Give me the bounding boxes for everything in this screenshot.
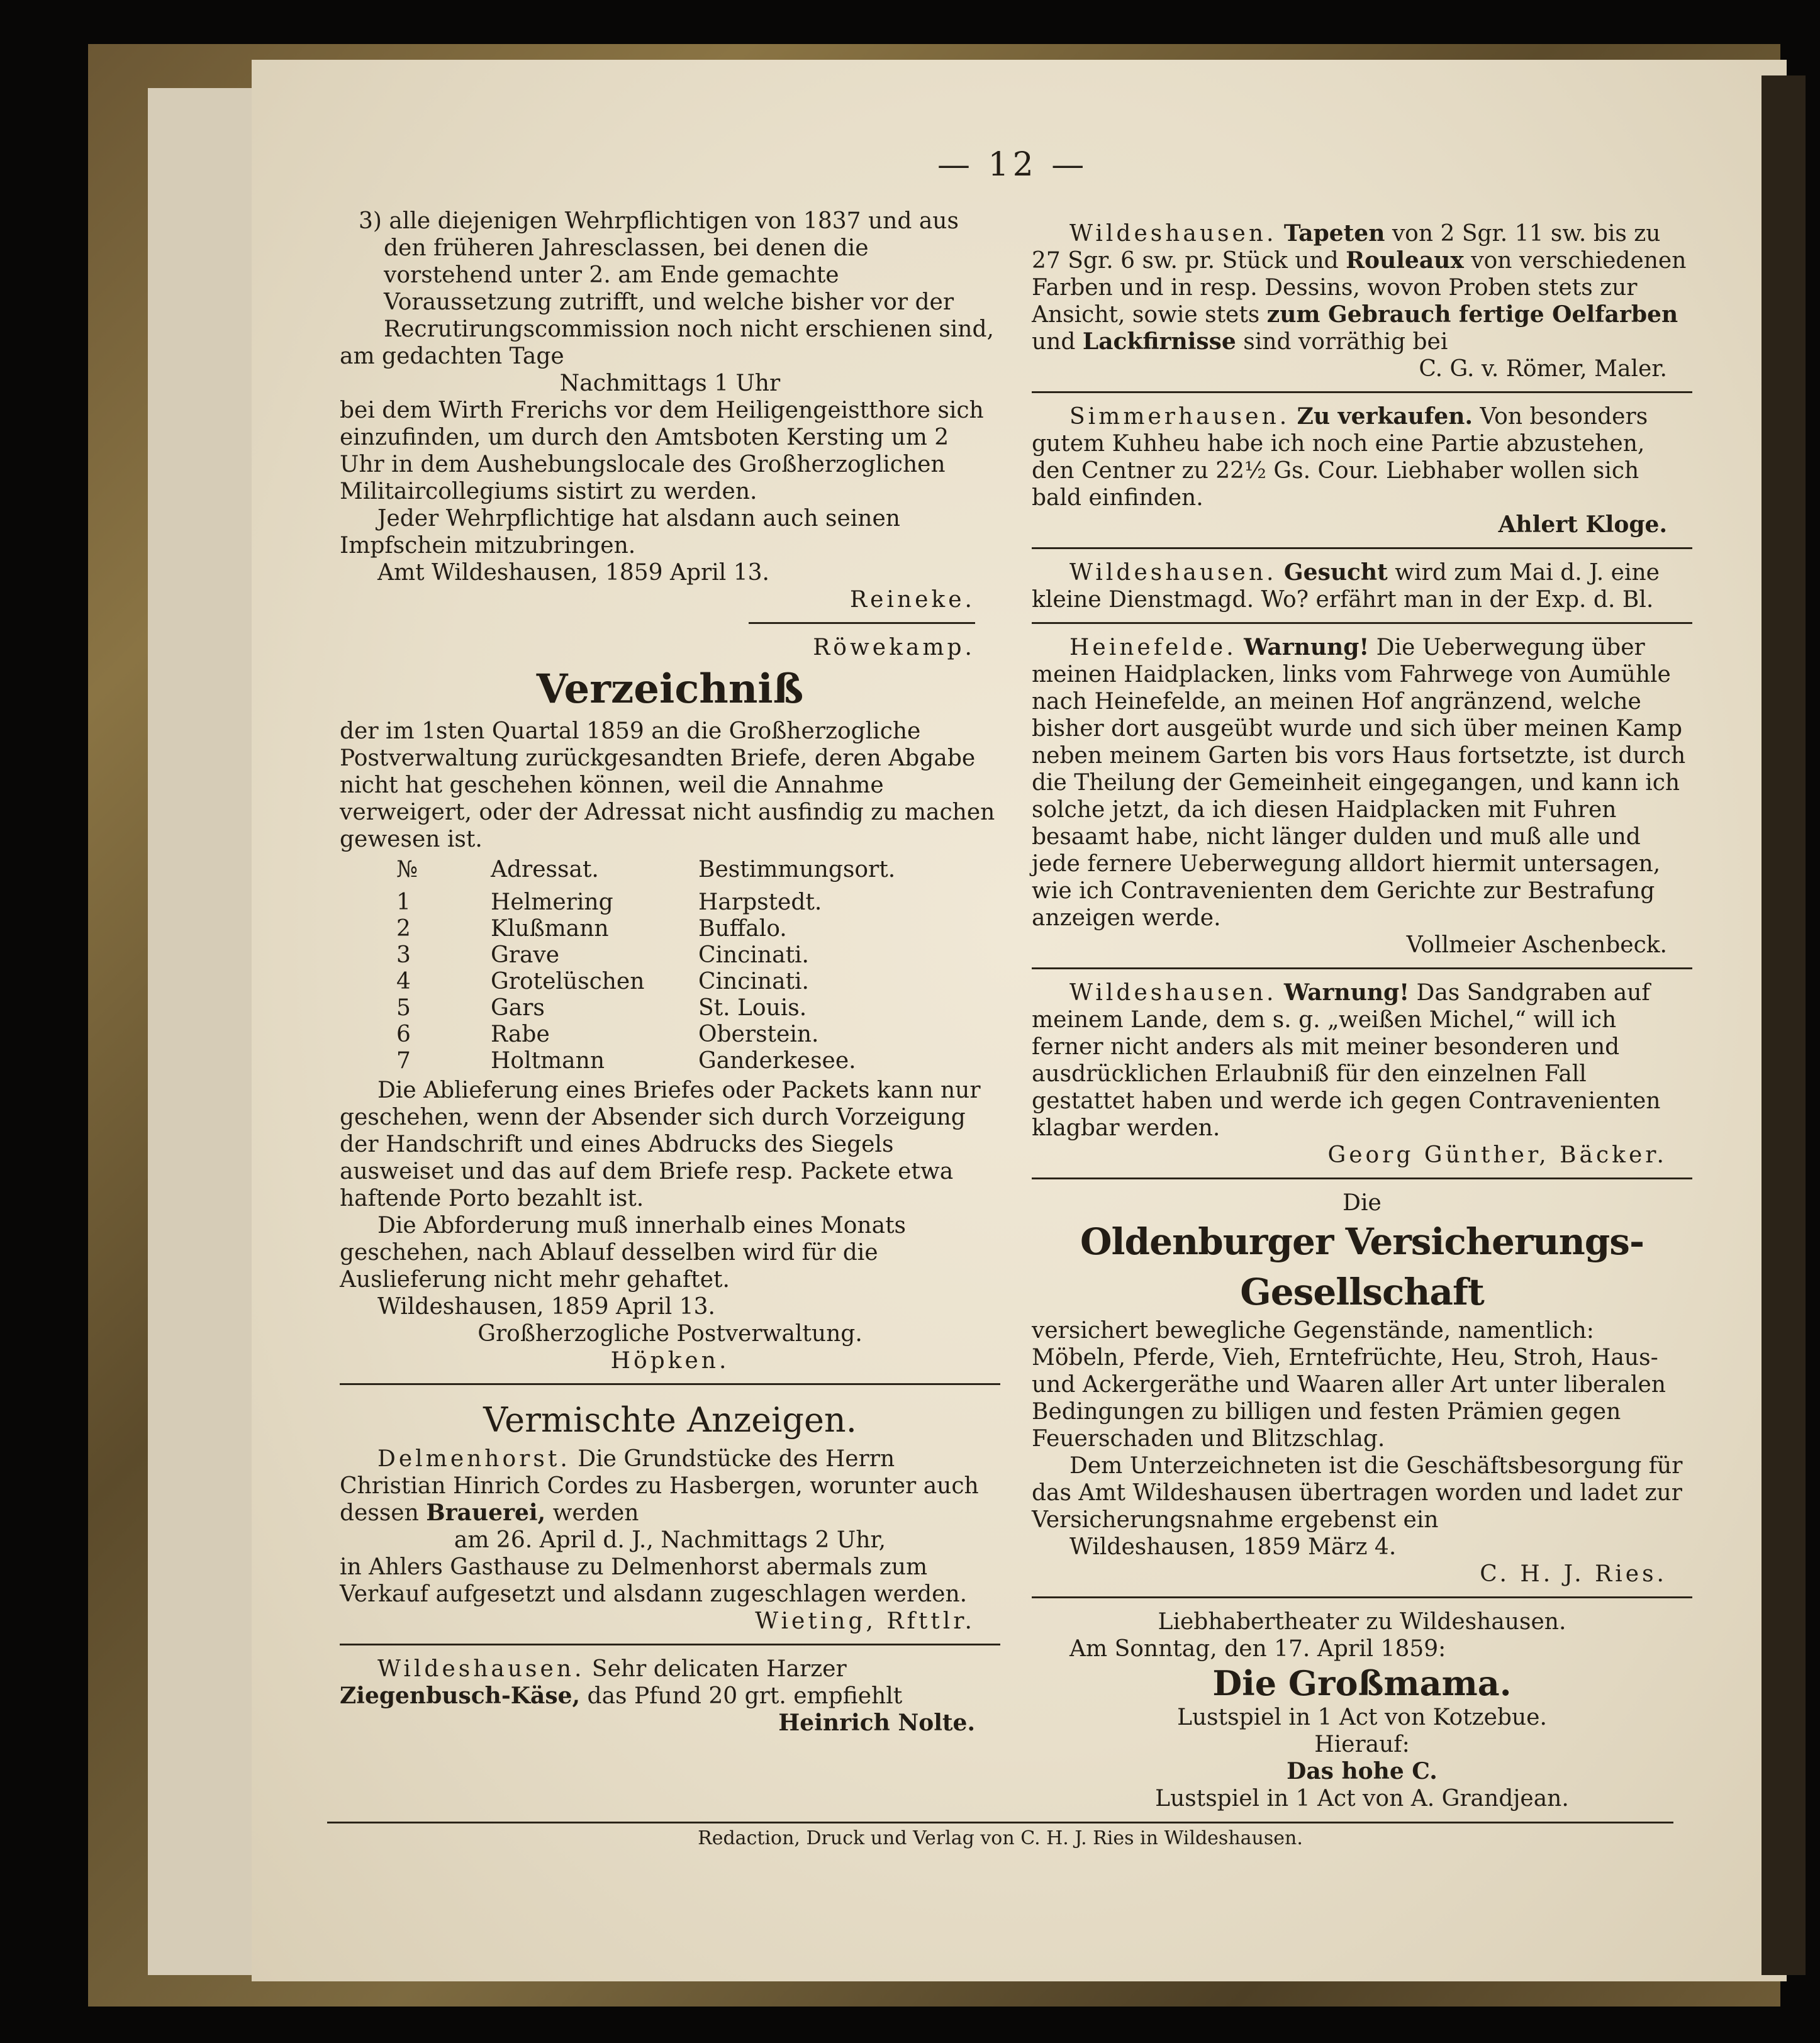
tap-text: sind vorräthig bei	[1243, 329, 1448, 355]
delmenhorst-ad	[340, 1445, 1000, 1527]
tap-text: und	[1032, 329, 1076, 355]
play-title-2: Das hohe C.	[1287, 1758, 1438, 1784]
wild-bold: Ziegenbusch-Käse,	[340, 1683, 581, 1709]
row-name: Grave	[491, 942, 560, 968]
tapeten-ad	[1032, 220, 1692, 355]
row-no: 5	[396, 995, 411, 1021]
hei-place: Heinefelde.	[1069, 635, 1237, 660]
table-row	[396, 1048, 895, 1074]
play-sub-1: Lustspiel in 1 Act von Kotzebue.	[1177, 1705, 1547, 1730]
firm-title: Oldenburger Versicherungs-Gesellschaft	[1080, 1220, 1644, 1313]
col-header-ort: Bestimmungsort.	[698, 857, 896, 882]
row-place: Oberstein.	[698, 1022, 819, 1047]
ad-rule	[1032, 547, 1692, 549]
verzeichniss-intro: der im 1sten Quartal 1859 an die Großherzogliche Postverwaltung zurückgesandten Briefe, deren Abgabe nicht hat geschehen können, weil die Annahme verweigert, oder der Adressat nicht ausfindig zu machen gewesen ist.	[340, 718, 995, 852]
row-place: Cincinati.	[698, 942, 809, 968]
row-name: Rabe	[491, 1022, 550, 1047]
row-no: 1	[396, 889, 411, 915]
vermischte-title: Vermischte Anzeigen.	[483, 1400, 857, 1440]
row-no: 4	[396, 969, 411, 994]
ad-rule	[1032, 622, 1692, 624]
amt-date: Amt Wildeshausen, 1859 April 13.	[377, 560, 769, 586]
col-header-adressat: Adressat.	[491, 857, 599, 882]
left-column	[340, 208, 1000, 1737]
signature-rule	[749, 622, 975, 624]
war-sign: Georg Günther, Bäcker.	[1327, 1142, 1667, 1168]
row-no: 2	[396, 916, 411, 942]
table-row	[396, 889, 895, 916]
table-header	[396, 857, 895, 889]
war-bold: Warnung!	[1283, 979, 1410, 1006]
hei-text: Die Ueberwegung über meinen Haidplacken, links vom Fahrwege von Aumühle nach Heinefelde, an meinen Hof angränzend, welche bisher dort ausgeübt wurde und sich über meinen Kamp neben meinem Garten bis vors Haus fortsetzte, ist durch die Theilung der Gemeinheit eingegangen, und kann ich solche jetzt, da ich diesen Haidplacken mit Fuhren besaamt habe, nicht länger dulden und muß alle und jede fernere Ueberwegung alldort hiermit untersagen, wie ich Contravenienten dem Gerichte zur Bestrafung anzeigen werde.	[1032, 635, 1686, 931]
delm-sign: Wieting, Rfttlr.	[755, 1608, 975, 1634]
post-signature: Großherzogliche Postverwaltung.	[477, 1321, 863, 1347]
row-place: Ganderkesee.	[698, 1048, 856, 1074]
signature-roewekamp: Röwekamp.	[813, 635, 975, 660]
delm-place: Delmenhorst.	[377, 1446, 571, 1472]
section-rule	[340, 1383, 1000, 1385]
row-no: 7	[396, 1048, 411, 1074]
page-number: — 12 —	[937, 146, 1088, 184]
col-header-no: №	[396, 857, 418, 882]
wild-sign: Heinrich Nolte.	[778, 1710, 975, 1736]
play-title-1: Die Großmama.	[1212, 1663, 1512, 1703]
delm-date: am 26. April d. J., Nachmittags 2 Uhr,	[454, 1527, 886, 1553]
tap-sign: C. G. v. Römer, Maler.	[1419, 356, 1667, 382]
wild-place: Wildeshausen.	[377, 1656, 585, 1682]
row-name: Klußmann	[491, 916, 609, 942]
row-name: Gars	[491, 995, 545, 1021]
die-line: Die	[1343, 1190, 1382, 1216]
warnung-ad	[1032, 979, 1692, 1142]
table-row	[396, 969, 895, 995]
post-name: Höpken.	[610, 1348, 730, 1374]
delm-text3: in Ahlers Gasthause zu Delmenhorst abermals zum Verkauf aufgesetzt und alsdann zugeschlagen werden.	[340, 1554, 968, 1607]
delm-text2: werden	[552, 1500, 639, 1526]
impf-text: Jeder Wehrpflichtige hat alsdann auch seinen Impfschein mitzubringen.	[340, 506, 900, 559]
war-place: Wildeshausen.	[1069, 980, 1277, 1006]
ad-rule	[1032, 391, 1692, 393]
ad-rule	[1032, 967, 1692, 969]
right-column	[1032, 220, 1692, 1812]
sim-sign: Ahlert Kloge.	[1498, 511, 1667, 538]
ablieferung-text: Die Ablieferung eines Briefes oder Packets kann nur geschehen, wenn der Absender sich durch Vorzeigung der Handschrift und eines Abdrucks des Siegels ausweiset und das auf dem Briefe resp. Packete etwa haftende Porto bezahlt ist.	[340, 1077, 981, 1211]
heinefelde-ad	[1032, 634, 1692, 932]
delm-text: Die Grundstücke des Herrn Christian Hinrich Cordes zu Hasbergen, worunter auch dessen	[340, 1446, 979, 1526]
war-text: Das Sandgraben auf meinem Lande, dem s. g. „weißen Michel,“ will ich ferner nicht anders als mit meiner besonderen und ausdrücklichen Erlaubniß für den einzelnen Fall gestattet haben und werde ich gegen Contravenienten klagbar werden.	[1032, 980, 1661, 1141]
post-date: Wildeshausen, 1859 April 13.	[377, 1294, 715, 1320]
imprint-footer: Redaction, Druck und Verlag von C. H. J. Ries in Wildeshausen.	[327, 1822, 1673, 1849]
tap-place: Wildeshausen.	[1069, 221, 1277, 247]
paragraph-3: 3) alle diejenigen Wehrpflichtigen von 1837 und aus den früheren Jahresclassen, bei denen die vorstehend unter 2. am Ende gemachte Voraussetzung zutrifft, und welche bisher vor der Recrutirungscommission noch nicht erschienen sind,	[359, 208, 994, 342]
row-place: Harpstedt.	[698, 889, 822, 915]
simmerhausen-ad	[1032, 403, 1692, 511]
play-sub-2: Lustspiel in 1 Act von A. Grandjean.	[1155, 1786, 1569, 1812]
theater-title: Liebhabertheater zu Wildeshausen.	[1158, 1609, 1566, 1635]
sim-place: Simmerhausen.	[1069, 404, 1290, 430]
table-row	[396, 1022, 895, 1048]
row-place: Cincinati.	[698, 969, 809, 994]
verzeichniss-title: Verzeichniß	[536, 665, 804, 713]
binding-spine	[1761, 75, 1806, 1975]
abforderung-text: Die Abforderung muß innerhalb eines Monats geschehen, nach Ablauf desselben wird für die Auslieferung nicht mehr gehaftet.	[340, 1213, 907, 1293]
ges-bold: Gesucht	[1283, 559, 1388, 586]
am-tage: am gedachten Tage	[340, 343, 564, 369]
tap-bold: Tapeten	[1283, 220, 1385, 247]
ges-text: wird zum Mai d. J. eine kleine Dienstmagd. Wo? erfährt man in der Exp. d. Bl.	[1032, 560, 1660, 613]
row-name: Helmering	[491, 889, 613, 915]
signature-reineke: Reineke.	[850, 587, 975, 613]
delm-bold: Brauerei,	[426, 1500, 546, 1526]
kaese-ad	[340, 1656, 1000, 1710]
wild-text2: das Pfund 20 grt. empfiehlt	[587, 1683, 903, 1709]
theater-date: Am Sonntag, den 17. April 1859:	[1069, 1636, 1446, 1662]
row-place: Buffalo.	[698, 916, 787, 942]
tap-bold: Rouleaux	[1346, 247, 1464, 274]
ad-rule	[1032, 1596, 1692, 1598]
hei-bold: Warnung!	[1244, 634, 1370, 660]
versicherung-text2: Dem Unterzeichneten ist die Geschäftsbesorgung für das Amt Wildeshausen übertragen worden und ladet zur Versicherungsnahme ergebenst ein	[1032, 1453, 1683, 1533]
row-name: Grotelüschen	[491, 969, 645, 994]
hierauf: Hierauf:	[1314, 1732, 1410, 1757]
time-line: Nachmittags 1 Uhr	[559, 370, 781, 396]
hei-sign: Vollmeier Aschenbeck.	[1406, 932, 1667, 958]
table-row	[396, 942, 895, 969]
row-no: 3	[396, 942, 411, 968]
tap-text: von 2 Sgr. 11 sw. bis zu 27 Sgr. 6 sw. pr. Stück und	[1032, 221, 1661, 274]
letters-table	[396, 857, 895, 1074]
table-row	[396, 995, 895, 1022]
vers-sign: C. H. J. Ries.	[1480, 1561, 1667, 1587]
row-name: Holtmann	[491, 1048, 605, 1074]
row-no: 6	[396, 1022, 411, 1047]
row-place: St. Louis.	[698, 995, 807, 1021]
ad-rule	[1032, 1177, 1692, 1179]
sim-text: Von besonders gutem Kuhheu habe ich noch eine Partie abzustehen, den Centner zu 22½ Gs. Cour. Liebhaber wollen sich bald einfinden.	[1032, 404, 1648, 511]
gesucht-ad	[1032, 559, 1692, 613]
sim-bold: Zu verkaufen.	[1297, 403, 1473, 430]
tap-bold: Lackfirnisse	[1082, 328, 1236, 355]
body-text: bei dem Wirth Frerichs vor dem Heiligengeistthore sich einzufinden, um durch den Amtsboten Kersting um 2 Uhr in dem Aushebungslocale des Großherzoglichen Militaircollegiums sistirt zu werden.	[340, 398, 984, 504]
wild-text: Sehr delicaten Harzer	[591, 1656, 847, 1682]
ad-rule	[340, 1644, 1000, 1645]
table-row	[396, 916, 895, 942]
versicherung-text: versichert bewegliche Gegenstände, namentlich: Möbeln, Pferde, Vieh, Erntefrüchte, Heu, Stroh, Haus- und Ackergeräthe und Waaren aller Art unter liberalen Bedingungen zu billigen und festen Prämien gegen Feuerschaden und Blitzschlag.	[1032, 1318, 1666, 1452]
vers-date: Wildeshausen, 1859 März 4.	[1069, 1534, 1397, 1560]
tap-bold: zum Gebrauch fertige Oelfarben	[1266, 301, 1678, 328]
ges-place: Wildeshausen.	[1069, 560, 1277, 586]
tap-text: von verschiedenen Farben und in resp. Dessins, wovon Proben stets zur Ansicht, sowie stets	[1032, 248, 1687, 328]
